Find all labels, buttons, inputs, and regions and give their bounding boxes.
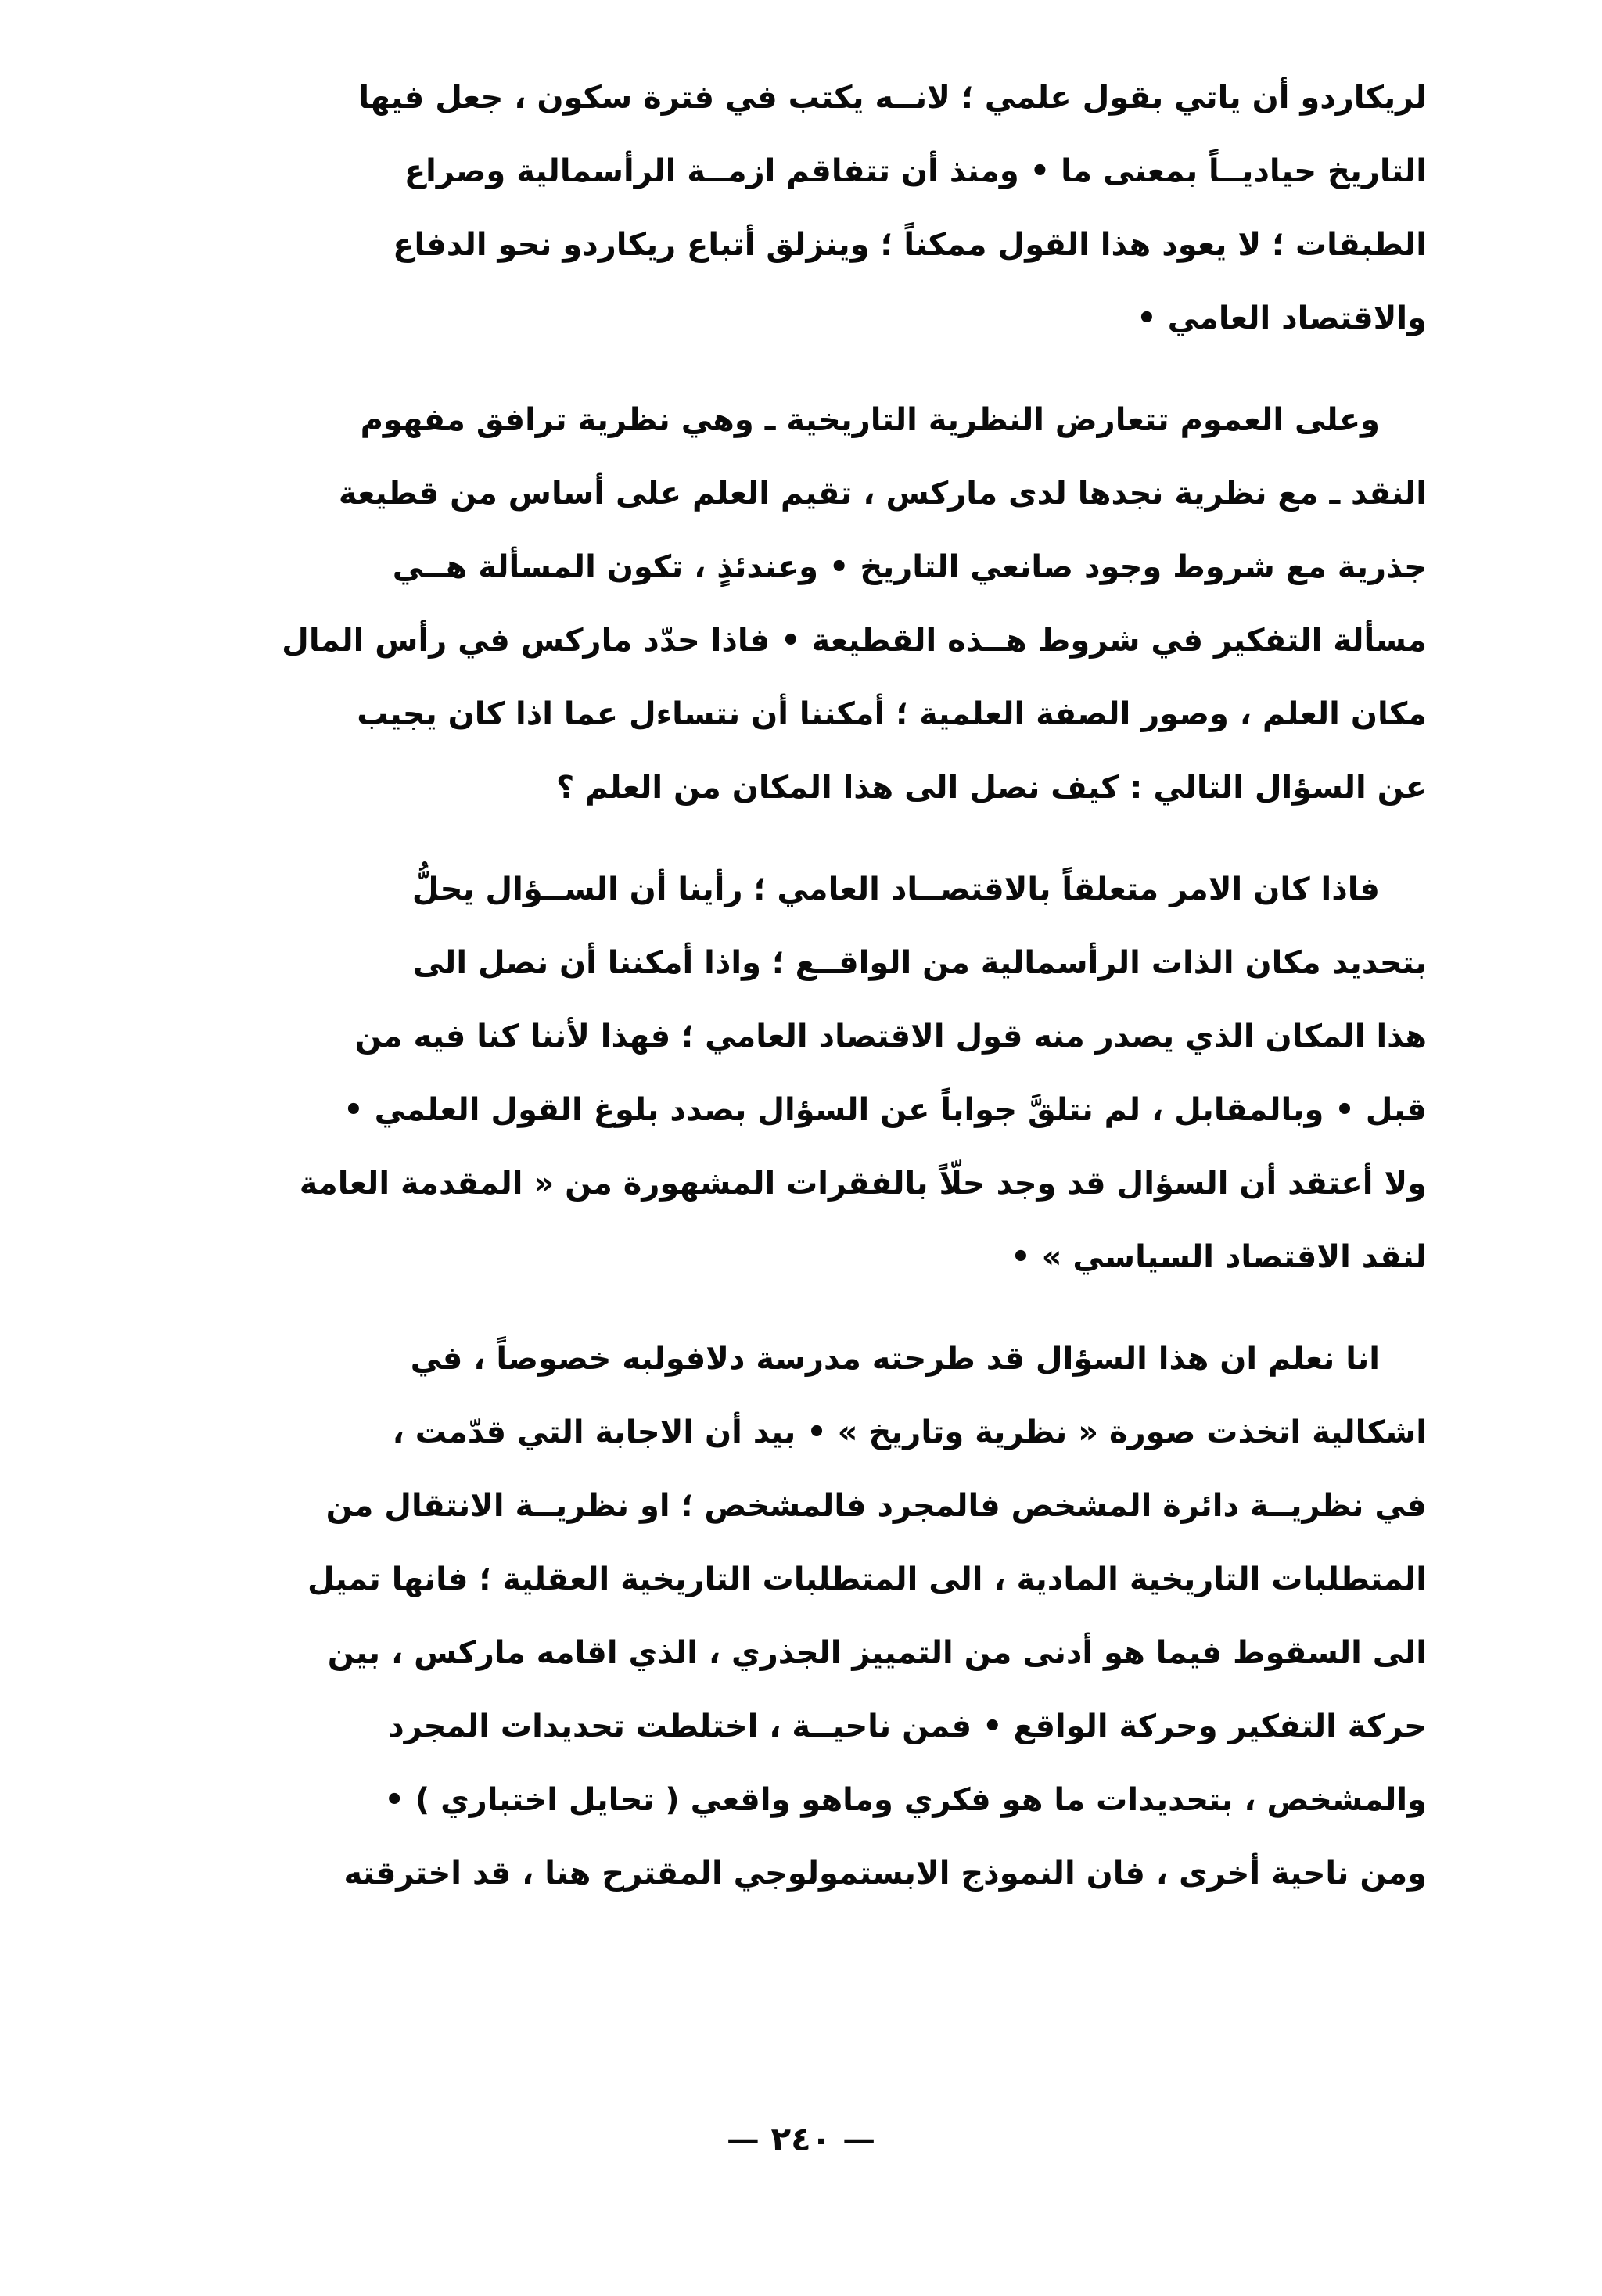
paragraph-2: وعلى العموم تتعارض النظرية التاريخية ـ وهي نظرية ترافق مفهوم النقد ـ مع نظرية نجدها لدى ماركس ، تقيم العلم على أساس من قطيعة جذرية مع شروط وجود صانعي التاريخ • وعندئذٍ ، تكون المسألة هــي مسألة التفكير في شروط هــذه القطيعة • فاذا حدّد ماركس في رأس المال مكان العلم ، وصور الصفة العلمية ؛ أمكننا أن نتساءل عما اذا كان يجيب عن السؤال التالي : كيف نصل الى هذا المكان من العلم ؟ — [282, 402, 1427, 806]
body-text — [174, 61, 1427, 1910]
page-number: — ٢٤٠ — — [726, 2120, 876, 2158]
paragraph-4: انا نعلم ان هذا السؤال قد طرحته مدرسة دلافولبه خصوصاً ، في اشكالية اتخذت صورة « نظرية وتاريخ » • بيد أن الاجابة التي قدّمت ، في نظريــة دائرة المشخص فالمجرد فالمشخص ؛ او نظريــة الانتقال من المتطلبات التاريخية المادية ، الى المتطلبات التاريخية العقلية ؛ فانها تميل الى السقوط فيما هو أدنى من التمييز الجذري ، الذي اقامه ماركس ، بين حركة التفكير وحركة الواقع • فمن ناحيــة ، اختلطت تحديدات المجرد والمشخص ، بتحديدات ما هو فكري وماهو واقعي ( تحايل اختباري ) • ومن ناحية أخرى ، فان النموذج الابستمولوجي المقترح هنا ، قد اخترقته — [307, 1341, 1427, 1892]
paragraph-3: فاذا كان الامر متعلقاً بالاقتصــاد العامي ؛ رأينا أن الســؤال يحلُّ بتحديد مكان الذات الرأسمالية من الواقــع ؛ واذا أمكننا أن نصل الى هذا المكان الذي يصدر منه قول الاقتصاد العامي ؛ فهذا لأننا كنا فيه من قبل • وبالمقابل ، لم نتلقَّ جواباً عن السؤال بصدد بلوغ القول العلمي • ولا أعتقد أن السؤال قد وجد حلّاً بالفقرات المشهورة من « المقدمة العامة لنقد الاقتصاد السياسي » • — [299, 871, 1427, 1275]
paragraph-1: لريكاردو أن ياتي بقول علمي ؛ لانــه يكتب في فترة سكون ، جعل فيها التاريخ حياديــاً بمعنى ما • ومنذ أن تتفاقم ازمــة الرأسمالية وصراع الطبقات ؛ لا يعود هذا القول ممكناً ؛ وينزلق أتباع ريكاردو نحو الدفاع والاقتصاد العامي • — [358, 80, 1427, 336]
